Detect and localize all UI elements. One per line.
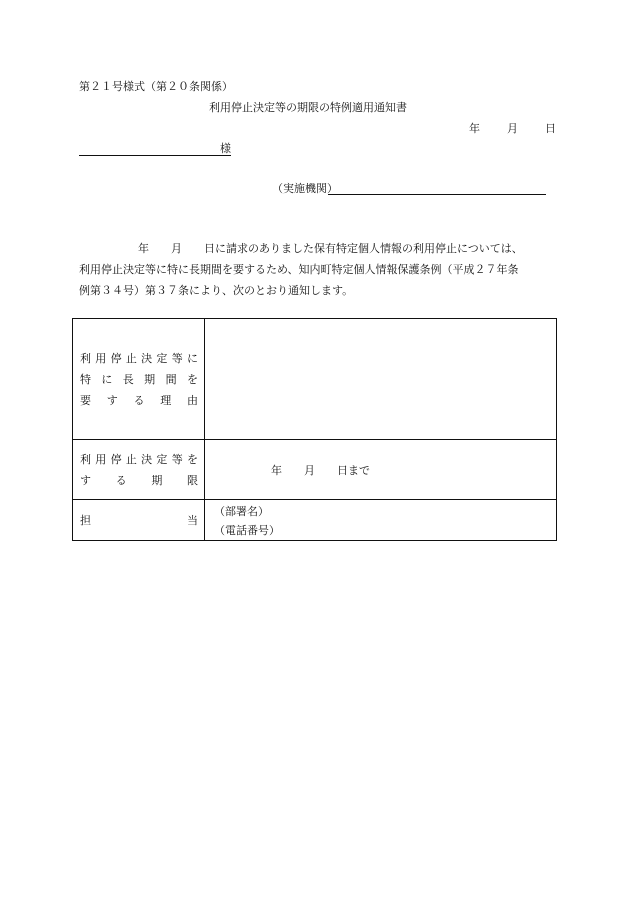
agency-label: （実施機関） (272, 182, 338, 195)
contact-value (205, 500, 557, 541)
label-line: 担 当 (80, 513, 198, 527)
issue-date (469, 122, 556, 136)
reason-row (73, 319, 557, 440)
label-line: 特 に 長 期 間 を (80, 372, 198, 386)
reason-label (73, 319, 205, 440)
contact-label (73, 500, 205, 541)
deadline-value (205, 440, 557, 500)
reason-value (205, 319, 557, 440)
deadline-label (73, 440, 205, 500)
addressee-field (79, 142, 231, 156)
date-year: 年 (469, 122, 480, 135)
contact-row (73, 500, 557, 541)
deadline-date: 年 月 日まで (271, 463, 370, 477)
label-line: 要 す る 理 由 (80, 393, 198, 407)
notice-text-line-2: 利用停止決定等に特に長期間を要するため、知内町特定個人情報保護条例（平成２７年条 (79, 263, 519, 276)
phone-number: （電話番号） (214, 524, 280, 537)
label-line: 利 用 停 止 決 定 等 を (80, 452, 198, 466)
notice-detail-table (72, 318, 557, 541)
date-month: 月 (507, 122, 518, 135)
addressee-suffix: 様 (220, 142, 231, 155)
form-number: 第２１号様式（第２０条関係） (79, 80, 233, 93)
label-line: 利 用 停 止 決 定 等 に (80, 351, 198, 365)
document-title: 利用停止決定等の期限の特例適用通知書 (209, 101, 407, 114)
deadline-row (73, 440, 557, 500)
date-day: 日 (545, 122, 556, 135)
agency-field-underline (328, 194, 546, 195)
notice-text-line-3: 例第３４号）第３７条により、次のとおり通知します。 (79, 284, 354, 297)
notice-text-line-1: 年 月 日に請求のありました保有特定個人情報の利用停止については、 (138, 242, 523, 255)
department-name: （部署名） (214, 505, 269, 518)
label-line: す る 期 限 (80, 473, 198, 487)
